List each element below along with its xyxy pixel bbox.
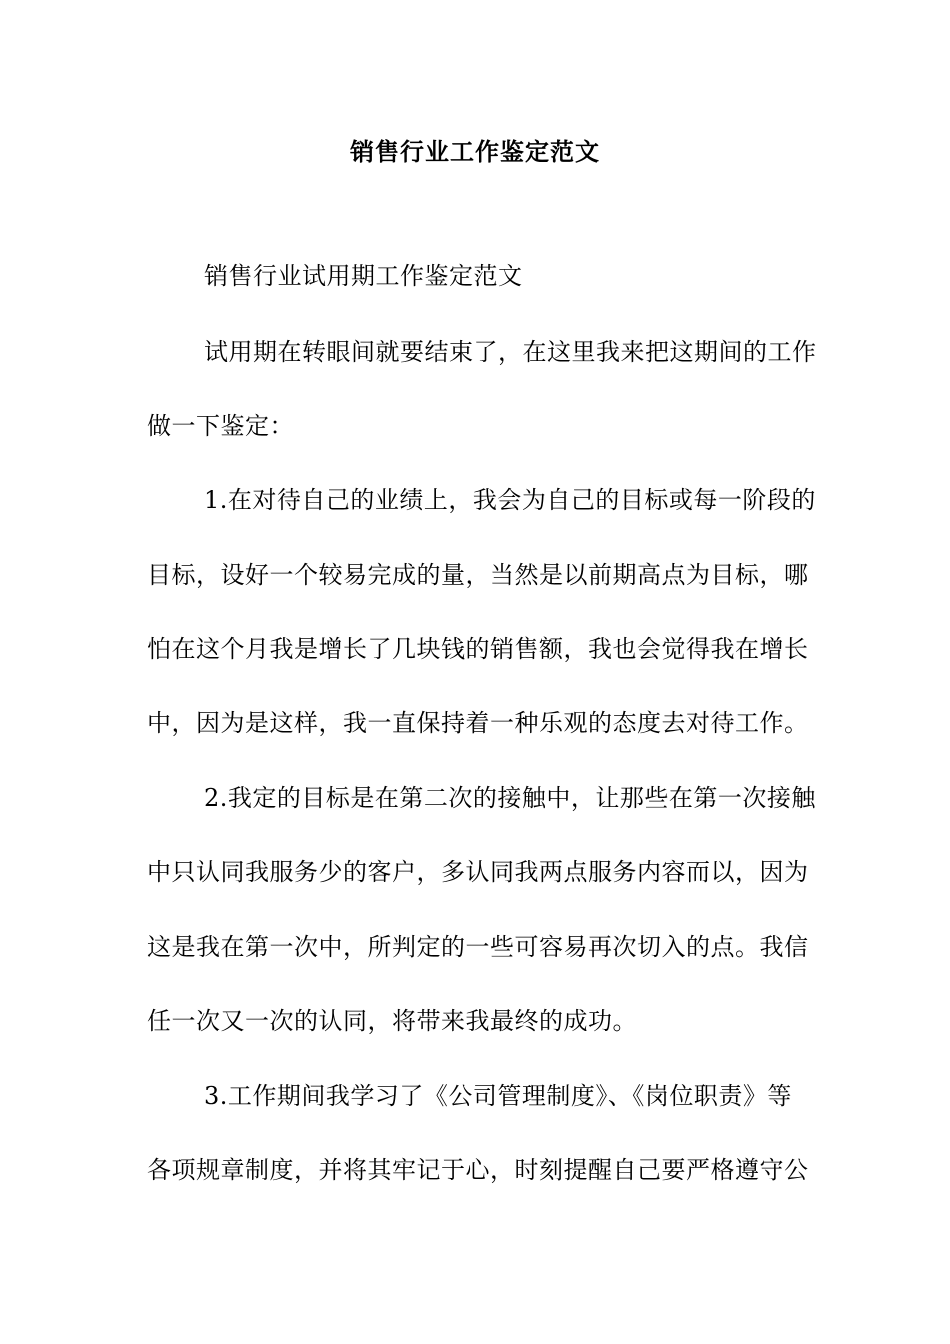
paragraph-line: 怕在这个月我是增长了几块钱的销售额，我也会觉得我在增长: [147, 635, 809, 663]
document-title: 销售行业工作鉴定范文: [350, 137, 600, 166]
paragraph-line: 各项规章制度，并将其牢记于心，时刻提醒自己要严格遵守公: [147, 1156, 809, 1184]
paragraph-line: 这是我在第一次中，所判定的一些可容易再次切入的点。我信: [147, 933, 809, 961]
paragraph-line: 目标，设好一个较易完成的量，当然是以前期高点为目标，哪: [147, 561, 809, 589]
paragraph-line: 试用期在转眼间就要结束了，在这里我来把这期间的工作: [204, 338, 817, 366]
paragraph-line: 中，因为是这样，我一直保持着一种乐观的态度去对待工作。: [147, 709, 809, 737]
paragraph-line: 1.在对待自己的业绩上，我会为自己的目标或每一阶段的: [204, 486, 816, 514]
paragraph-line: 做一下鉴定：: [147, 412, 294, 440]
subtitle-line: 销售行业试用期工作鉴定范文: [204, 262, 523, 290]
paragraph-line: 任一次又一次的认同，将带来我最终的成功。: [147, 1007, 637, 1035]
paragraph-line: 3.工作期间我学习了《公司管理制度》、《岗位职责》等: [204, 1082, 792, 1110]
paragraph-line: 2.我定的目标是在第二次的接触中，让那些在第一次接触: [204, 784, 816, 812]
paragraph-line: 中只认同我服务少的客户，多认同我两点服务内容而以，因为: [147, 858, 809, 886]
